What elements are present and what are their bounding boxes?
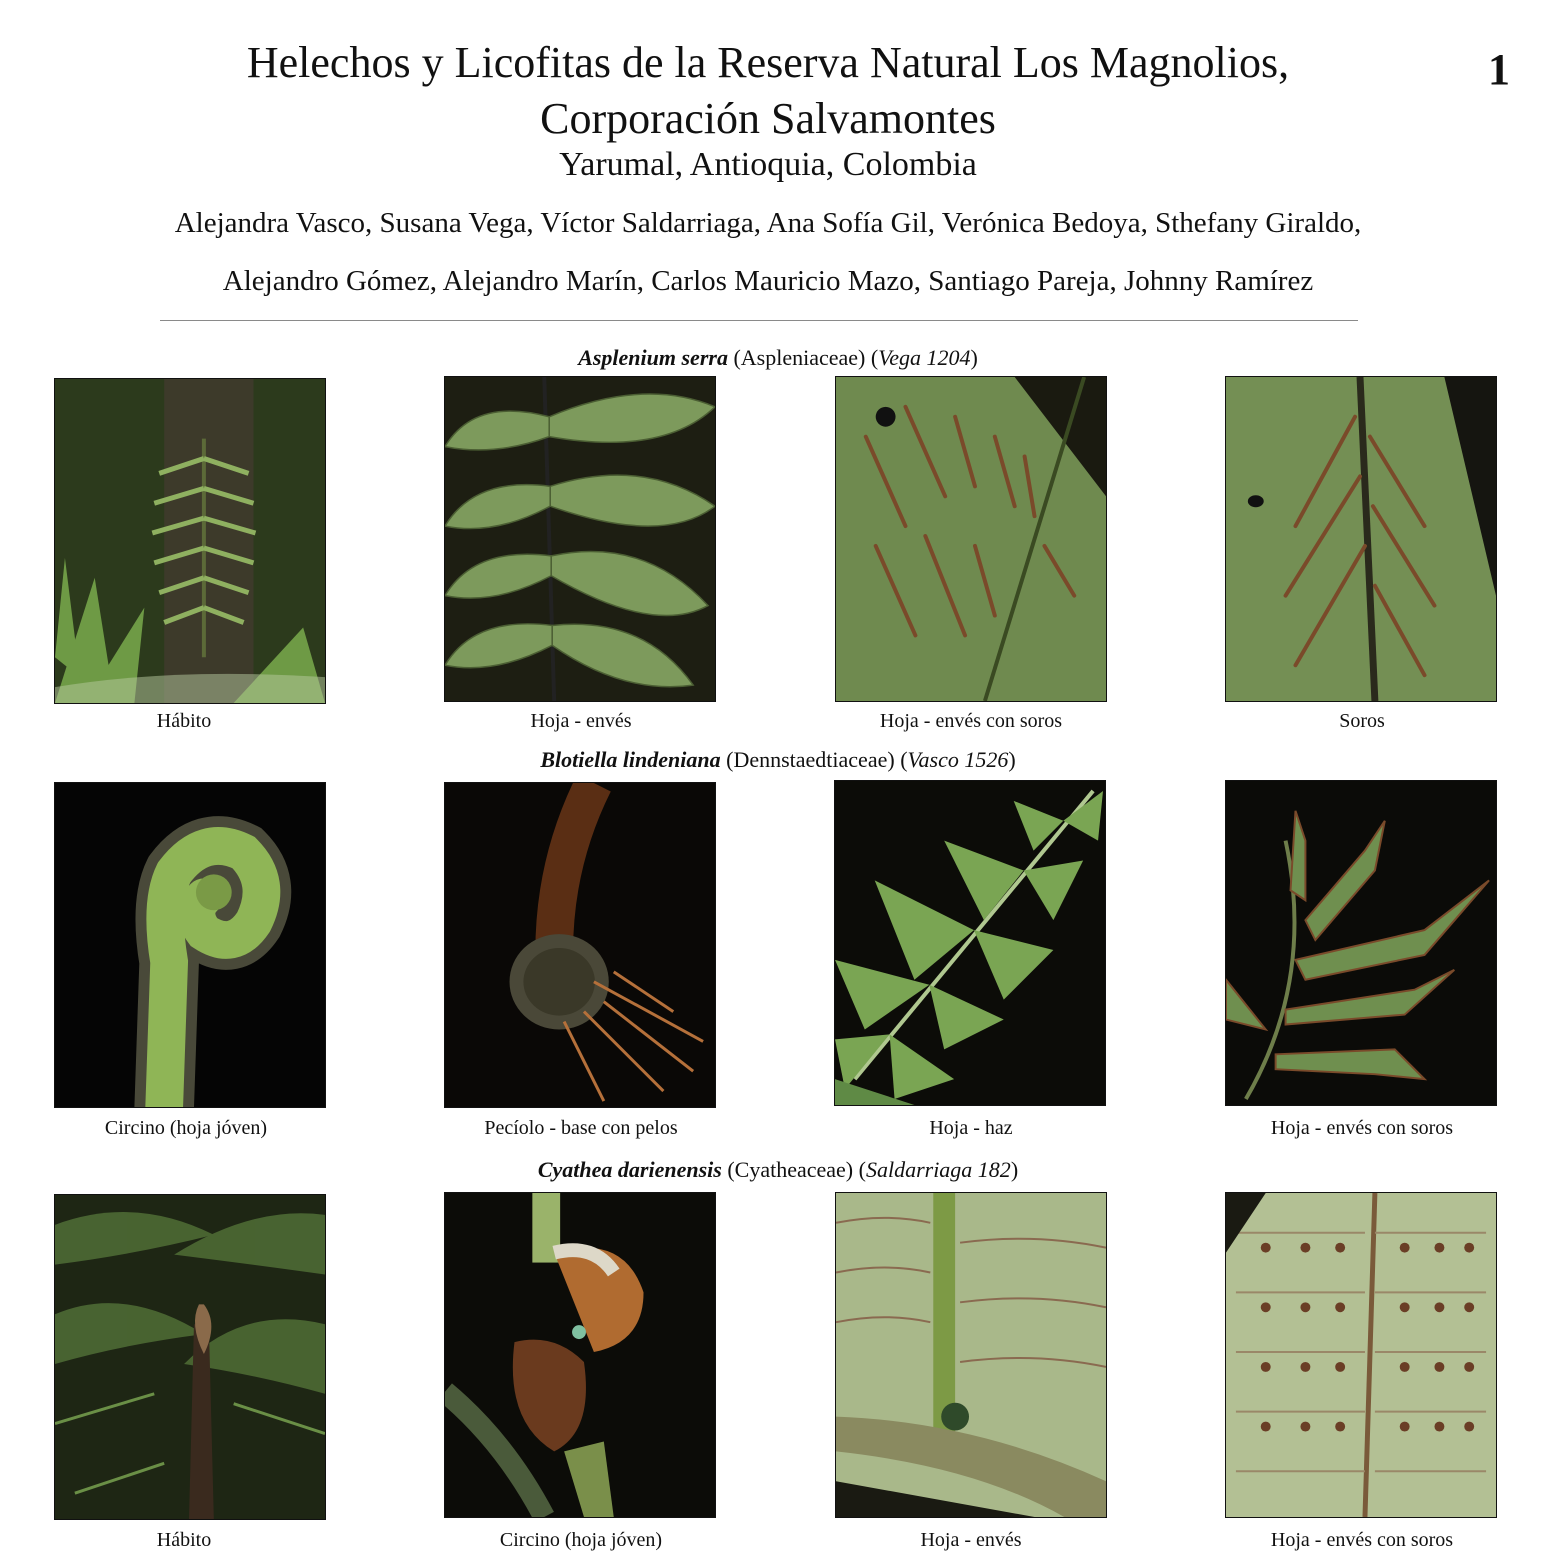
photo-leaf-upper bbox=[834, 780, 1106, 1106]
photo-caption: Soros bbox=[1339, 710, 1385, 732]
species-heading-2: Blotiella lindeniana (Dennstaedtiaceae) (Vasco 1526) bbox=[540, 747, 1016, 772]
photo-caption: Circino (hoja jóven) bbox=[104, 1117, 268, 1139]
photo-caption: Hoja - envés con soros bbox=[1270, 1529, 1454, 1551]
scientific-name: Cyathea darienensis bbox=[537, 1157, 722, 1182]
photo-leaf-underside bbox=[835, 1192, 1107, 1518]
family-name: (Cyatheaceae) bbox=[727, 1157, 854, 1182]
photo-caption: Hoja - envés bbox=[530, 710, 632, 732]
species-heading-3: Cyathea darienensis (Cyatheaceae) (Saldarriaga 182) bbox=[537, 1157, 1019, 1182]
location-line: Yarumal, Antioquia, Colombia bbox=[559, 146, 977, 183]
photo-caption: Hoja - envés con soros bbox=[1270, 1117, 1454, 1139]
scientific-name: Asplenium serra bbox=[578, 345, 728, 370]
species-heading-1: Asplenium serra (Aspleniaceae) (Vega 1204) bbox=[578, 345, 978, 370]
authors-line-1: Alejandra Vasco, Susana Vega, Víctor Saldarriaga, Ana Sofía Gil, Verónica Bedoya, Sthefany Giraldo, bbox=[174, 207, 1362, 239]
photo-caption: Pecíolo - base con pelos bbox=[484, 1117, 678, 1139]
photo-leaf-sori bbox=[1225, 1192, 1497, 1518]
family-name: (Aspleniaceae) bbox=[733, 345, 866, 370]
photo-leaf-underside bbox=[444, 376, 716, 702]
photo-caption: Hábito bbox=[156, 1529, 212, 1551]
photo-tree-fern-habit bbox=[54, 1194, 326, 1520]
page-number: 1 bbox=[1488, 45, 1510, 94]
title-line-1: Helechos y Licofitas de la Reserva Natural Los Magnolios, bbox=[246, 38, 1290, 87]
scientific-name: Blotiella lindeniana bbox=[540, 747, 721, 772]
photo-leaf-sori bbox=[1225, 780, 1497, 1106]
photo-sori-closeup bbox=[1225, 376, 1497, 702]
authors-line-2: Alejandro Gómez, Alejandro Marín, Carlos Mauricio Mazo, Santiago Pareja, Johnny Ramírez bbox=[222, 265, 1314, 297]
photo-caption: Hoja - envés con soros bbox=[879, 710, 1063, 732]
photo-leaf-sori bbox=[835, 376, 1107, 702]
photo-fiddlehead bbox=[54, 782, 326, 1108]
photo-caption: Circino (hoja jóven) bbox=[499, 1529, 663, 1551]
photo-caption: Hábito bbox=[156, 710, 212, 732]
photo-fiddlehead-scales bbox=[444, 1192, 716, 1518]
photo-petiole-base bbox=[444, 782, 716, 1108]
collection-number: Vega 1204 bbox=[878, 345, 971, 370]
photo-caption: Hoja - haz bbox=[929, 1117, 1013, 1139]
header-divider bbox=[160, 320, 1358, 321]
photo-habit bbox=[54, 378, 326, 704]
title-line-2: Corporación Salvamontes bbox=[540, 94, 996, 143]
family-name: (Dennstaedtiaceae) bbox=[726, 747, 895, 772]
photo-caption: Hoja - envés bbox=[920, 1529, 1022, 1551]
collection-number: Saldarriaga 182 bbox=[865, 1157, 1011, 1182]
collection-number: Vasco 1526 bbox=[907, 747, 1009, 772]
